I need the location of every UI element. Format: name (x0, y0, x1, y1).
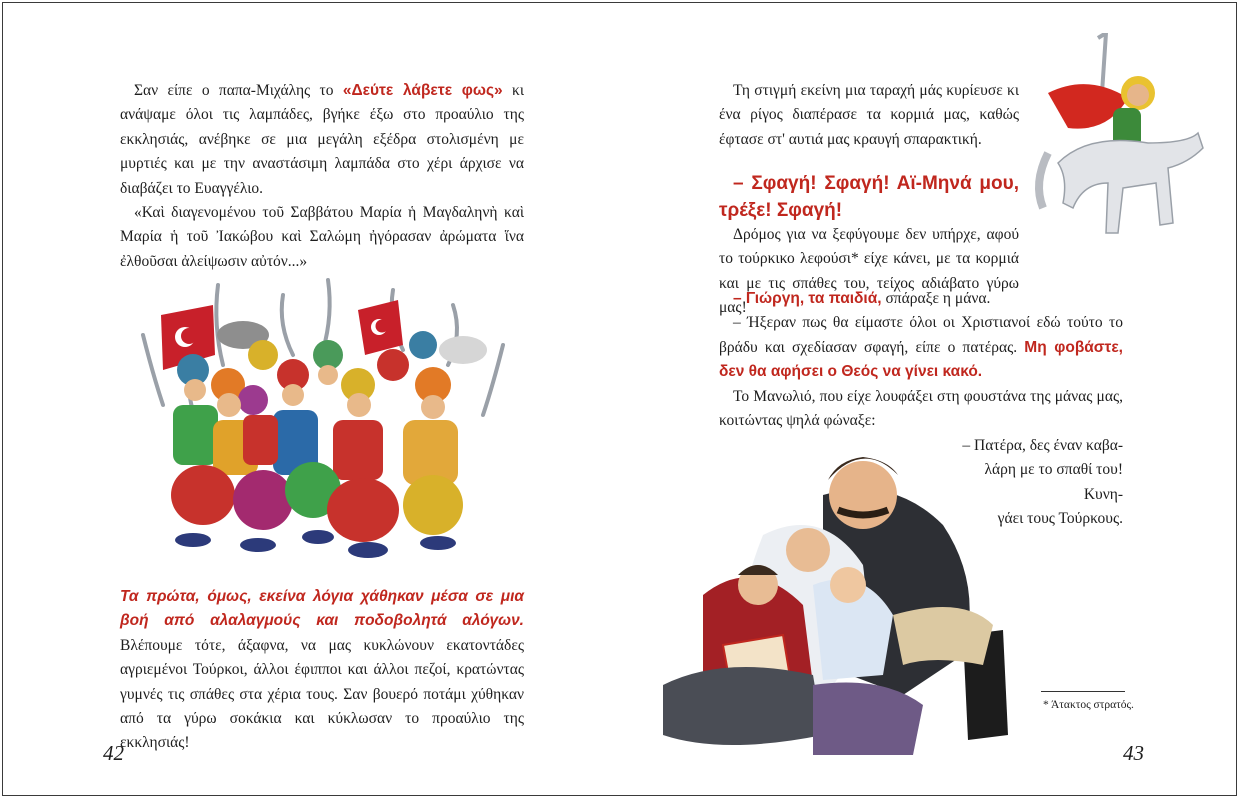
cry-text: – Σφαγή! Σφαγή! Αϊ-Μηνά μου, τρέξε! Σφαγή! (719, 173, 1019, 221)
right-paragraph-1: Τη στιγμή εκείνη μια ταραχή μάς κυρίευσε κι ένα ρίγος διαπέρασε τα κορμιά μας, καθώς έφτασε στ' αυτιά μας κραυγή σπαρακτική. (719, 82, 1019, 148)
left-page (3, 3, 623, 795)
turkish-soldiers-illustration (133, 275, 513, 565)
highlight-phrase: «Δεύτε λάβετε φως» (342, 82, 503, 99)
right-paragraph-3: – Γιώργη, τα παιδιά, σπάραξε η μάνα. (733, 290, 991, 307)
highlight-sentence: Τα πρώτα, όμως, εκείνα λόγια χάθηκαν μέσα σε μια βοή από αλαλαγμούς και ποδοβολητά αλόγων. (120, 588, 524, 630)
right-page (623, 3, 1237, 795)
left-text-top (120, 79, 524, 274)
footnote-divider (1041, 691, 1125, 692)
book-spread (2, 2, 1237, 796)
right-text-wide (719, 287, 1123, 433)
left-paragraph-1: Σαν είπε ο παπα-Μιχάλης το «Δεύτε λάβετε φως» κι ανάψαμε όλοι τις λαμπάδες, βγήκε έξω στο προαύλιο της εκκλησιάς, ανέβηκε σε μια μεγάλη εξέδρα στολισμένη με μυρτιές και με την αναστάσιμη λαμπάδα στο χέρι άρχισε να διαβάζει το Ευαγγέλιο. (120, 82, 524, 197)
highlight-children: – Γιώργη, τα παιδιά, (733, 290, 882, 307)
right-paragraph-5: Το Μανωλιό, που είχε λουφάξει στη φουστάνα της μάνας μας, κοιτώντας ψηλά φώναξε: (719, 387, 1123, 430)
cry-block (719, 171, 1019, 225)
right-paragraph-4: – Ήξεραν πως θα είμαστε όλοι οι Χριστιανοί εδώ τούτο το βράδυ και σχεδίασαν σφαγή, είπε ο πατέρας. Μη φοβάστε, δεν θα αφήσει ο Θεός να γίνει κακό. (719, 314, 1123, 381)
footnote: * Άτακτος στρατός. (1043, 699, 1134, 711)
right-paragraph-2: Δρόμος για να ξεφύγουμε δεν υπήρχε, αφού το τούρκικο λεφούσι* είχε κάνει, με τα κορμιά και με τις σπάθες του, τείχος αδιάβατο γύρω μας! (719, 226, 1019, 317)
family-embrace-illustration (663, 435, 1043, 765)
page-number-right: 43 (1123, 741, 1144, 765)
right-text-narrow (719, 79, 1019, 152)
left-paragraph-2: Τα πρώτα, όμως, εκείνα λόγια χάθηκαν μέσα σε μια βοή από αλαλαγμούς και ποδοβολητά αλόγων. Βλέπουμε τότε, άξαφνα, να μας κυκλώνουν εκατοντάδες αγριεμένοι Τούρκοι, άλλοι έφιπποι και άλλοι πεζοί, κρατώντας γυμνές τις σπάθες στα χέρια τους. Σαν βουερό ποτάμι χύθηκαν από τα γύρω σοκάκια και κύκλωσαν το προαύλιο της εκκλησιάς! (120, 588, 524, 752)
left-text-bottom (120, 585, 524, 756)
dialogue-line: λάρη με το σπαθί του! Κυνη- (984, 461, 1123, 503)
dialogue-line: – Πατέρα, δες έναν καβα- (962, 437, 1123, 454)
highlight-fear-not: Μη φοβάστε, δεν θα αφήσει ο Θεός να γίνει κακό. (719, 338, 1123, 381)
saint-rider-illustration (1028, 33, 1208, 248)
gospel-quote: «Καὶ διαγενομένου τοῦ Σαββάτου Μαρία ἡ Μαγδαληνὴ καὶ Μαρία ἡ τοῦ Ἰακώβου καὶ Σαλώμη ἠγόρασαν ἀρώματα ἵνα ἐλθοῦσαι ἀλείψωσιν αὐτόν...» (120, 204, 524, 270)
dialogue-line: γάει τους Τούρκους. (997, 510, 1123, 528)
page-number-left: 42 (103, 741, 124, 765)
